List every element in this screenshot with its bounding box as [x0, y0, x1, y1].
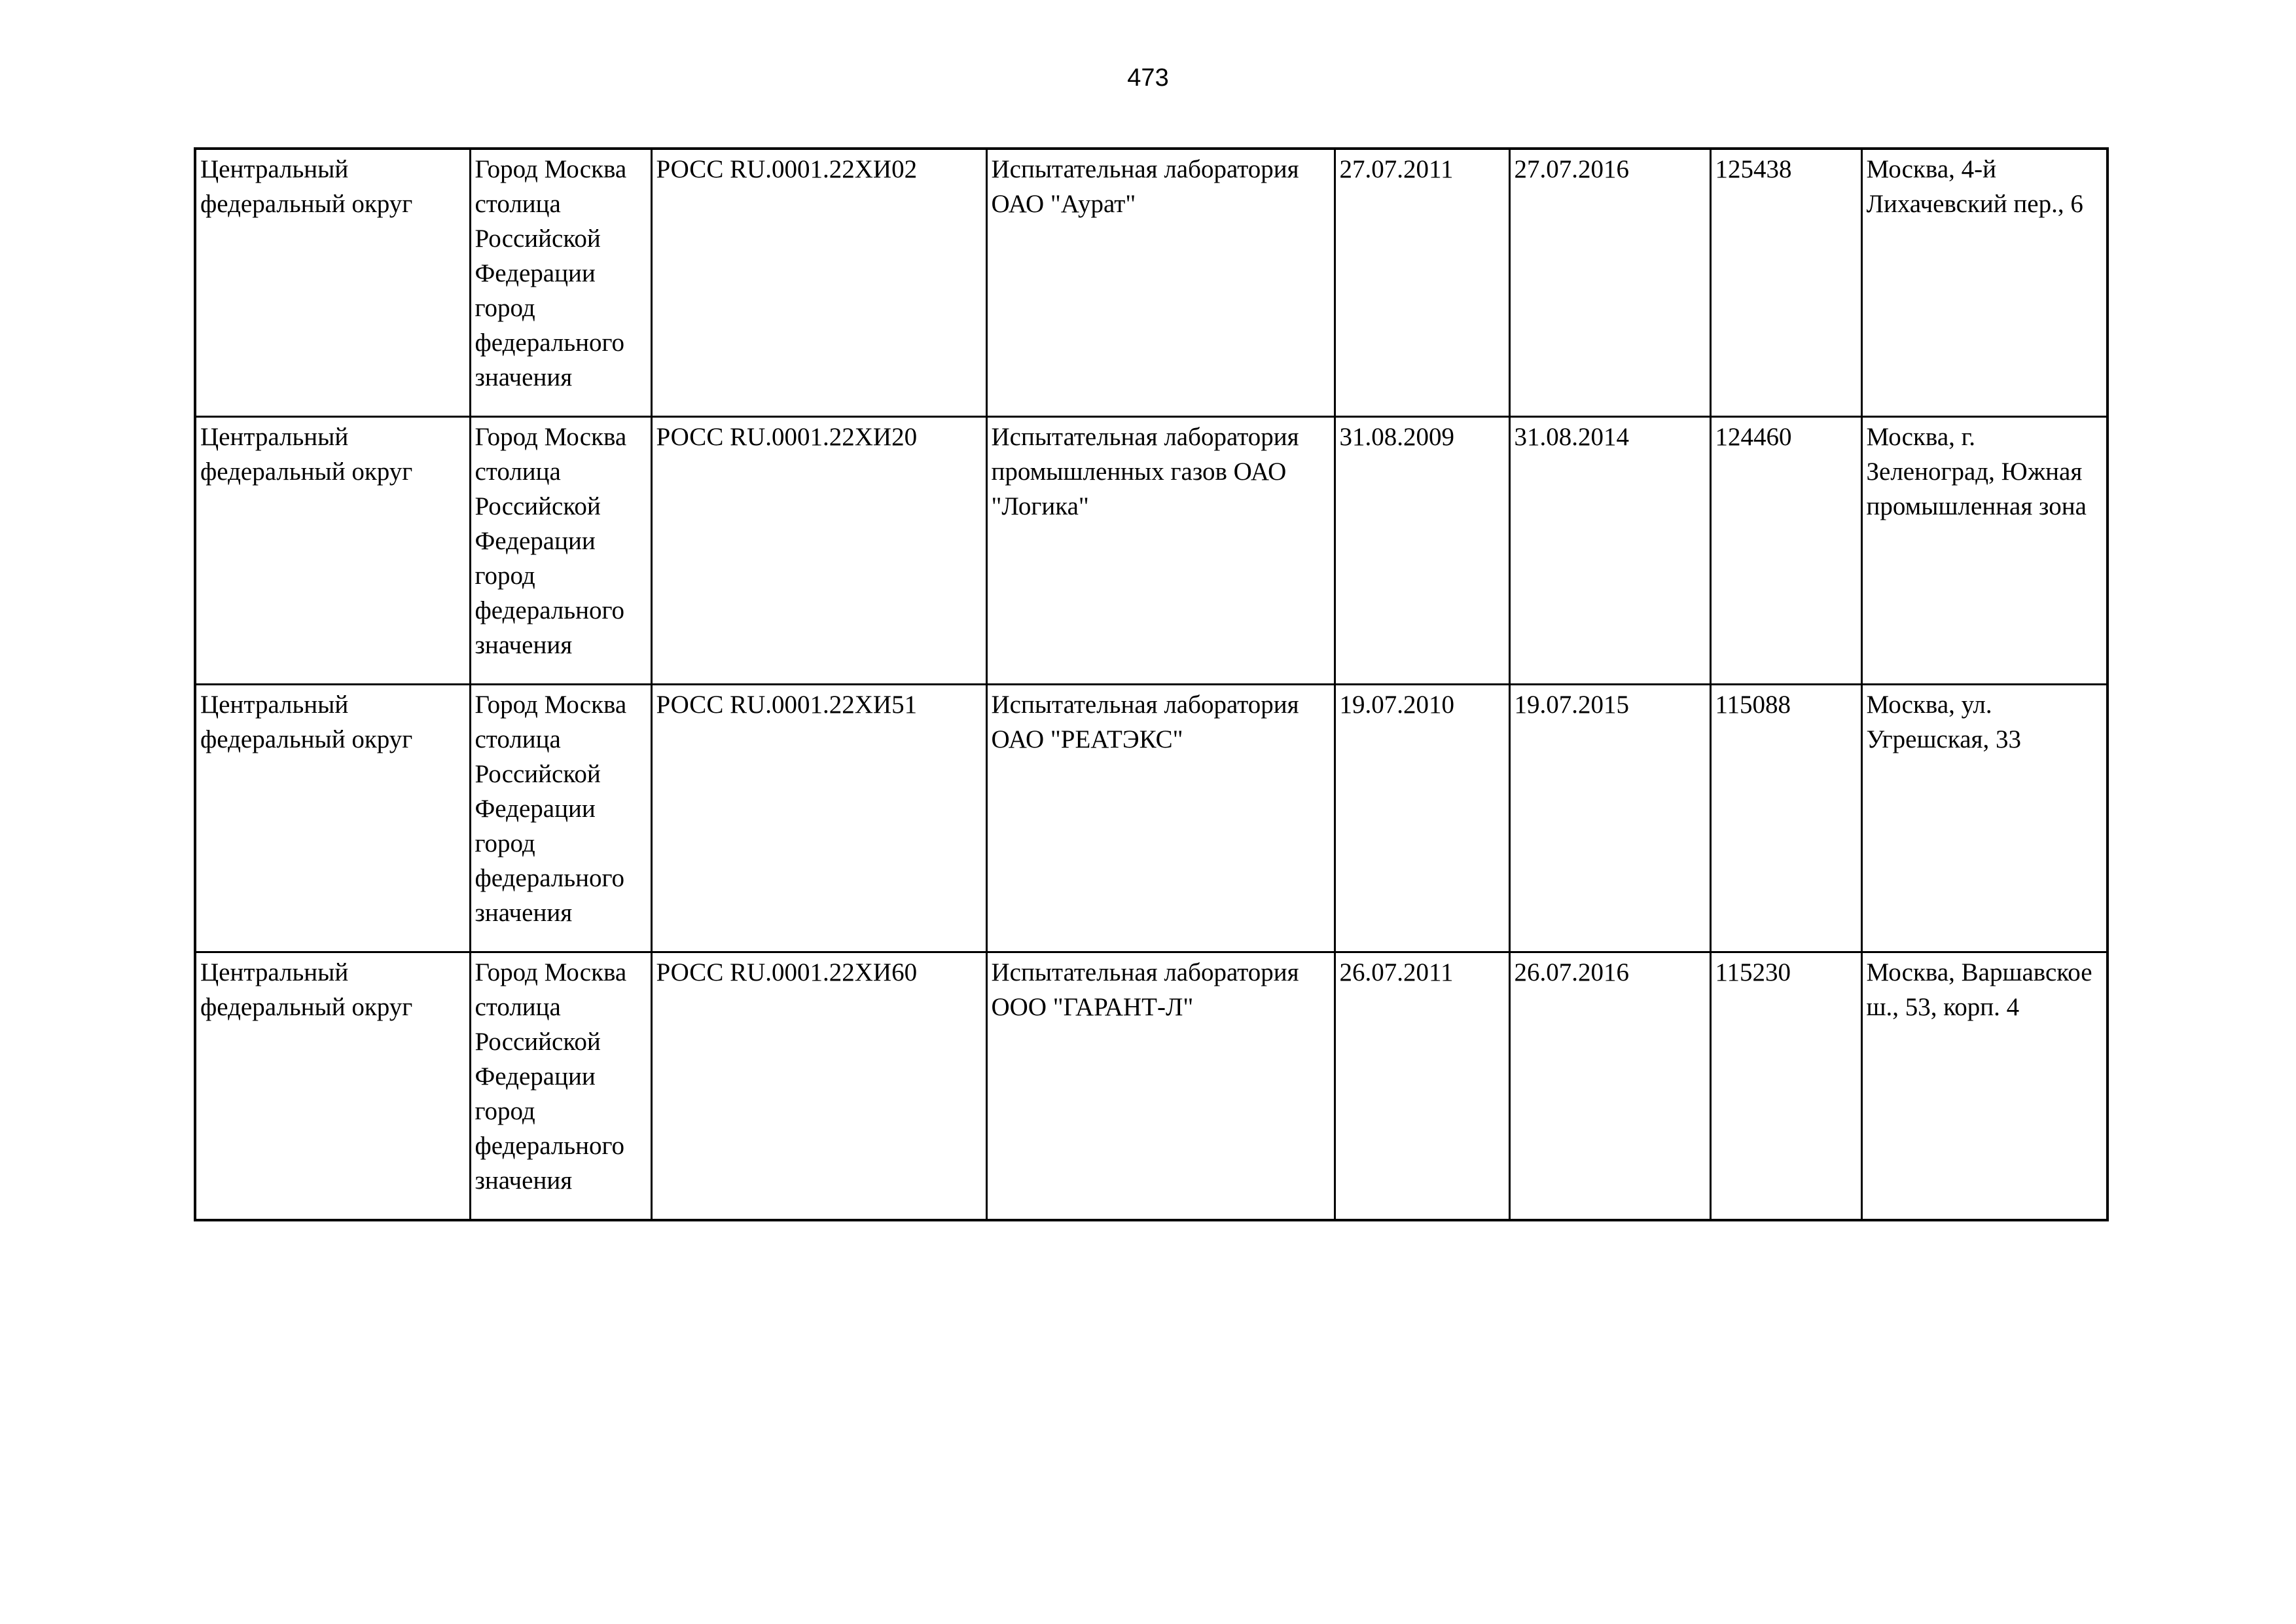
address-cell: Москва, г. Зеленоград, Южная промышленная зона	[1861, 417, 2108, 685]
lab-name-cell: Испытательная лаборатория ОАО "РЕАТЭКС"	[986, 685, 1335, 952]
date-from-cell: 31.08.2009	[1335, 417, 1509, 685]
registration-number-cell: РОСС RU.0001.22ХИ51	[651, 685, 986, 952]
lab-name-cell: Испытательная лаборатория ООО "ГАРАНТ-Л"	[986, 952, 1335, 1221]
page-number: 473	[1127, 64, 1169, 92]
registration-number-cell: РОСС RU.0001.22ХИ60	[651, 952, 986, 1221]
address-cell: Москва, 4-й Лихачевский пер., 6	[1861, 149, 2108, 417]
registration-number-cell: РОСС RU.0001.22ХИ20	[651, 417, 986, 685]
region-cell: Город Москва столица Российской Федерации город федерального значения	[470, 685, 651, 952]
postal-code-cell: 115088	[1710, 685, 1861, 952]
table-row	[195, 149, 2108, 417]
district-cell: Центральный федеральный округ	[195, 685, 470, 952]
date-from-cell: 27.07.2011	[1335, 149, 1509, 417]
table-row	[195, 952, 2108, 1221]
address-cell: Москва, ул. Угрешская, 33	[1861, 685, 2108, 952]
date-to-cell: 19.07.2015	[1509, 685, 1710, 952]
registration-number-cell: РОСС RU.0001.22ХИ02	[651, 149, 986, 417]
district-cell: Центральный федеральный округ	[195, 952, 470, 1221]
date-to-cell: 31.08.2014	[1509, 417, 1710, 685]
region-cell: Город Москва столица Российской Федерации город федерального значения	[470, 149, 651, 417]
date-from-cell: 19.07.2010	[1335, 685, 1509, 952]
lab-name-cell: Испытательная лаборатория промышленных газов ОАО "Логика"	[986, 417, 1335, 685]
district-cell: Центральный федеральный округ	[195, 149, 470, 417]
date-to-cell: 27.07.2016	[1509, 149, 1710, 417]
date-from-cell: 26.07.2011	[1335, 952, 1509, 1221]
table-row	[195, 685, 2108, 952]
table-row	[195, 417, 2108, 685]
address-cell: Москва, Варшавское ш., 53, корп. 4	[1861, 952, 2108, 1221]
postal-code-cell: 115230	[1710, 952, 1861, 1221]
region-cell: Город Москва столица Российской Федерации город федерального значения	[470, 417, 651, 685]
postal-code-cell: 124460	[1710, 417, 1861, 685]
district-cell: Центральный федеральный округ	[195, 417, 470, 685]
lab-name-cell: Испытательная лаборатория ОАО "Аурат"	[986, 149, 1335, 417]
laboratory-registry-table	[194, 147, 2109, 1221]
region-cell: Город Москва столица Российской Федерации город федерального значения	[470, 952, 651, 1221]
date-to-cell: 26.07.2016	[1509, 952, 1710, 1221]
postal-code-cell: 125438	[1710, 149, 1861, 417]
